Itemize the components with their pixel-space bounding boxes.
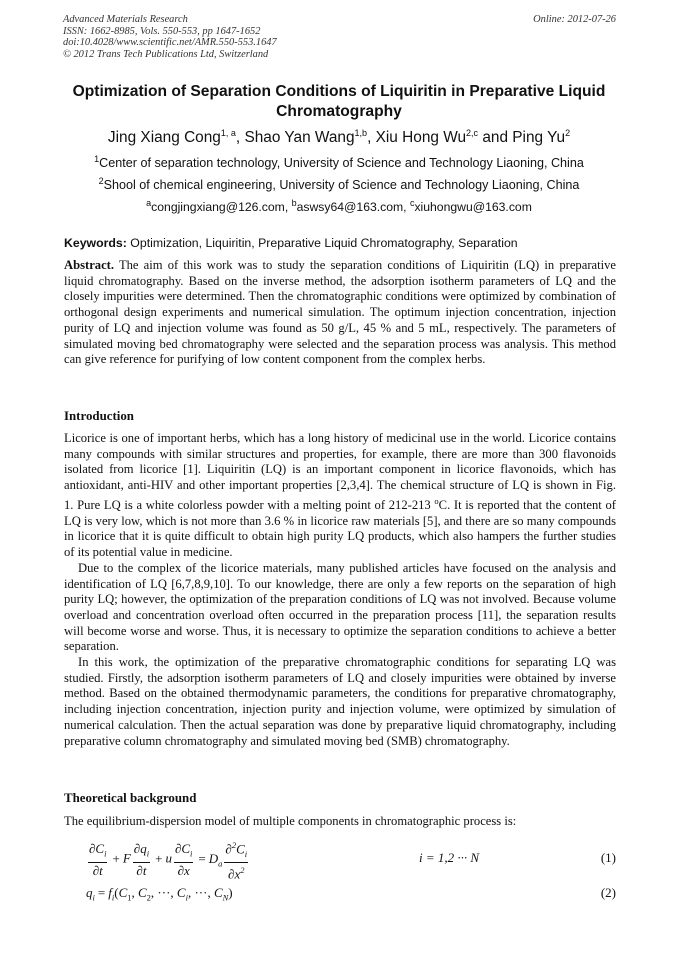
keywords-label: Keywords: <box>64 236 127 250</box>
equation-2-number: (2) <box>600 885 616 900</box>
email-mark: b <box>291 197 297 208</box>
author-separator: , <box>235 129 245 146</box>
affiliation-mark: 2 <box>98 175 104 186</box>
equation-1-number: (1) <box>600 850 616 865</box>
equation-1-body: $\frac{\partial C_i}{\partial t}$ + F $\frac{\partial q_i}{\partial t}$ + u $\frac{\partial C_i}{\partial x}$ = $D_a$ $\frac{\partial^2C_i}{\partial x^2}$ <box>89 840 248 882</box>
paragraph-text: Licorice is one of important herbs, which has a long history of medicinal use in the world. Licorice contains many compounds with similar structures and properties, for example, there are more than 300 flavonoids isolated from licorice [1]. Liquiritin (LQ) is an important component in licorice flavonoids, which has antioxidant, anti-HIV and other important properties [2,3,4]. The chemical structure of LQ is shown in Fig. 1. Pure LQ is a white colorless powder with a melting point of 212-213 <box>64 431 616 512</box>
email-mark: a <box>146 197 152 208</box>
author-affiliation-mark: 1,b <box>354 127 368 138</box>
introduction-paragraph-1 <box>64 431 616 561</box>
copyright-line: © 2012 Trans Tech Publications Ltd, Switzerland <box>63 48 269 60</box>
keywords-text: Optimization, Liquiritin, Preparative Liquid Chromatography, Separation <box>126 236 518 250</box>
introduction-heading: Introduction <box>64 409 134 423</box>
affiliation-text: Shool of chemical engineering, University of Science and Technology Liaoning, China <box>103 178 580 192</box>
email-address: xiuhongwu@163.com <box>414 200 532 214</box>
introduction-paragraph-3: In this work, the optimization of the preparative chromatographic conditions for separating LQ was studied. Firstly, the adsorption isotherm parameters of LQ and closely impurities were obtained by inverse method. Based on the obtained thermodynamic parameters, the conditions for preparative chromatography, including injection concentration, injection purity and injection volume, were optimized by simulation of numerical calculation. Then the actual separation was done by preparative liquid chromatography, including preparative column chromatography and simulated moving bed (SMB) chromatography. <box>64 655 616 748</box>
author-name: Jing Xiang Cong <box>107 129 221 146</box>
email-mark: c <box>409 197 415 208</box>
author-name: Shao Yan Wang <box>244 129 355 146</box>
email-address: congjingxiang@126.com <box>151 200 285 214</box>
author-affiliation-mark: 2 <box>565 127 571 138</box>
online-date: Online: 2012-07-26 <box>533 14 616 25</box>
paragraph-text: C. It is reported that the content of LQ is very low, which is not more than 3.6 % in licorice raw materials [5], and there are so many compounds in licorice that it is quite difficult to obtain high purity LQ products, which also hampers the further studies of its potential value in medicine. <box>64 498 616 560</box>
theory-heading: Theoretical background <box>64 791 197 805</box>
author-emails: $^a$congjingxiang@126.com, $^b$aswsy64@163.com, $^c$xiuhongwu@163.com <box>146 197 532 214</box>
equation-2-body: $q_i = f_i(C_1$, $C_2$, ···, $C_i$, ···, $C_N$) <box>86 885 233 903</box>
abstract-text: The aim of this work was to study the separation conditions of Liquiritin (LQ) in preparative liquid chromatography. Based on the inverse method, the adsorption isotherm parameters of LQ and the closely impurities were determined. Then the chromatographic conditions were optimized by combination of orthogonal design experiments and numerical simulation. The optimum injection concentration, injection purity of LQ and injection volume was found as 50 g/L, 45 % and 5 mL, respectively. The parameters of simulated moving bed chromatography were selected and the separation process was analysis. This method can give reference for purifying of low content component from the complex herbs. <box>64 258 616 367</box>
paper-title: Optimization of Separation Conditions of Liquiritin in Preparative Liquid Chromatography <box>72 83 606 120</box>
issn-line: ISSN: 1662-8985, Vols. 550-553, pp 1647-1652 <box>63 25 261 37</box>
author-name: Xiu Hong Wu <box>375 129 467 146</box>
introduction-body <box>64 431 616 749</box>
theory-body <box>64 814 616 830</box>
author-affiliation-mark: 2,c <box>466 127 479 138</box>
author-affiliation-mark: 1, a <box>220 127 236 138</box>
keywords <box>64 235 616 251</box>
affiliation-text: Center of separation technology, University of Science and Technology Liaoning, China <box>99 156 584 170</box>
author-separator: and <box>478 129 513 146</box>
theory-paragraph-1: The equilibrium-dispersion model of multiple components in chromatographic process is: <box>64 814 517 828</box>
author-separator: , <box>367 129 376 146</box>
author-list <box>40 128 638 148</box>
doi-line: doi:10.4028/www.scientific.net/AMR.550-553.1647 <box>63 37 277 49</box>
affiliation-1 <box>40 155 638 171</box>
equation-1-range: i = 1,2 ··· N <box>419 850 480 865</box>
affiliation-2 <box>40 177 638 193</box>
email-address: aswsy64@163.com <box>296 200 404 214</box>
abstract <box>64 258 616 368</box>
abstract-label: Abstract. <box>64 258 115 272</box>
journal-name: Advanced Materials Research <box>63 14 188 25</box>
degree-mark: o <box>434 495 439 506</box>
introduction-paragraph-2: Due to the complex of the licorice materials, many published articles have focused on the analysis and identification of LQ [6,7,8,9,10]. To our knowledge, there are only a few reports on the separation of high purity LQ; however, the optimization of the preparation conditions of LQ was not involved. Because volume overload and concentration overload often occurred in the preparation process [11], the separation results will become worse and worse. Thus, it is necessary to optimize the separation conditions to achieve a better separation. <box>64 560 616 654</box>
journal-header <box>63 14 616 60</box>
affiliation-mark: 1 <box>94 153 100 164</box>
author-name: Ping Yu <box>512 129 566 146</box>
